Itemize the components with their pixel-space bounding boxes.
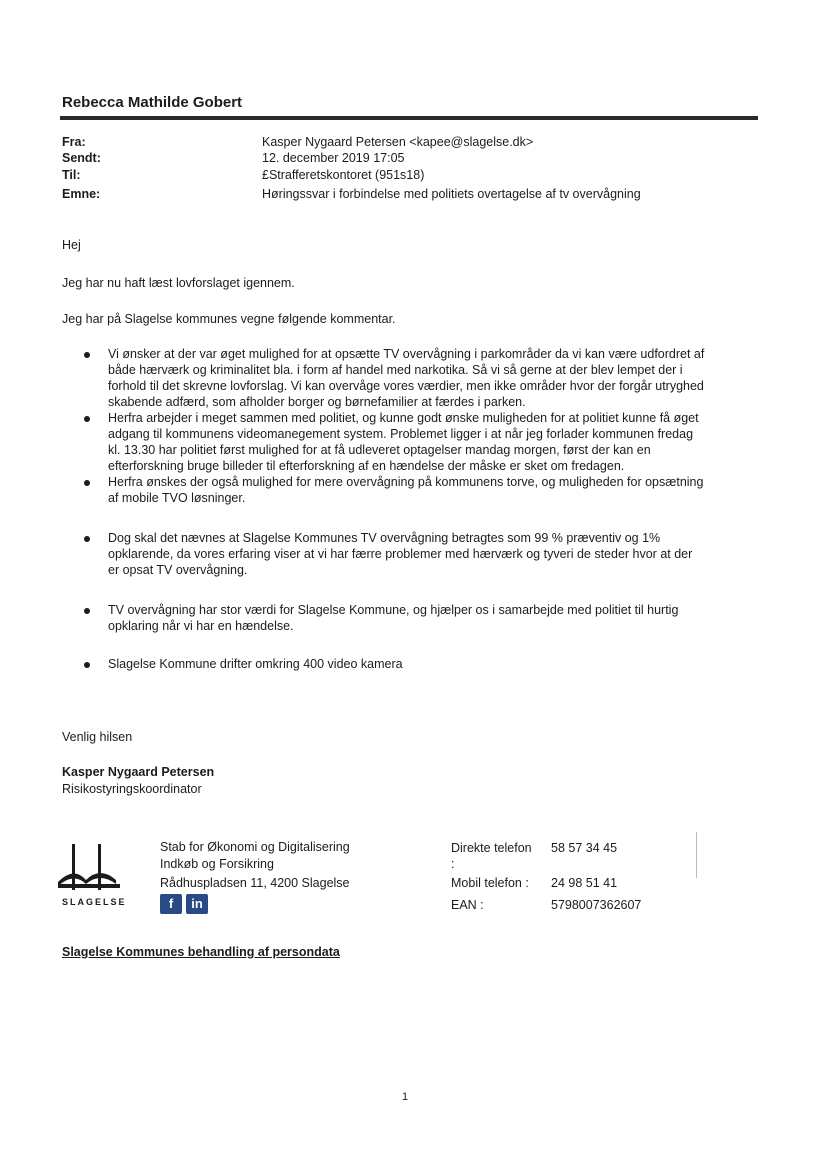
bullet-icon: [84, 416, 90, 422]
intro-line-2: Jeg har på Slagelse kommunes vegne følgende kommentar.: [62, 312, 396, 326]
mobile-phone-value: 24 98 51 41: [551, 876, 618, 890]
subject-label: Emne:: [62, 187, 101, 201]
list-item: Dog skal det nævnes at Slagelse Kommunes TV overvågning betragtes som 99 % præventiv og 1% opklarende, da vores erfaring viser at vi har færre problemer med hærværk og tyveri de steder hvor at der er opsat TV overvågning.: [60, 530, 760, 578]
list-item: Herfra ønskes der også mulighed for mere overvågning på kommunens torve, og muligheden for opsætning af mobile TVO løsninger.: [60, 474, 760, 506]
direct-phone-label: Direkte telefon: [451, 841, 532, 855]
from-value: Kasper Nygaard Petersen <kapee@slagelse.dk>: [262, 135, 534, 149]
bullet-icon: [84, 662, 90, 668]
bullet-icon: [84, 536, 90, 542]
sent-value: 12. december 2019 17:05: [262, 151, 405, 165]
mobile-phone-label: Mobil telefon :: [451, 876, 529, 890]
mailbox-owner-name: Rebecca Mathilde Gobert: [62, 94, 243, 111]
linkedin-icon[interactable]: in: [186, 894, 208, 914]
bullet-icon: [84, 608, 90, 614]
divider: [696, 832, 697, 878]
signature-title: Risikostyringskoordinator: [62, 782, 202, 796]
page-number: 1: [402, 1091, 409, 1103]
list-item: TV overvågning har stor værdi for Slagelse Kommune, og hjælper os i samarbejde med politiet til hurtig opklaring når vi har en hændelse.: [60, 602, 760, 634]
org-line-3: Rådhuspladsen 11, 4200 Slagelse: [160, 876, 350, 890]
direct-phone-value: 58 57 34 45: [551, 841, 618, 855]
to-label: Til:: [62, 168, 81, 182]
gdpr-link[interactable]: Slagelse Kommunes behandling af persondata: [62, 945, 340, 959]
org-line-1: Stab for Økonomi og Digitalisering: [160, 840, 350, 854]
sent-label: Sendt:: [62, 151, 101, 165]
closing: Venlig hilsen: [62, 730, 133, 744]
list-item: Slagelse Kommune drifter omkring 400 video kamera: [60, 656, 760, 672]
list-item: Herfra arbejder i meget sammen med politiet, og kunne godt ønske muligheden for at politiet kunne få øget adgang til kommunens videomanegement system. Problemet ligger i at når jeg forlader kommunen fredag kl. 13.30 har politiet først mulighed for at få udleveret optagelser mandag morgen, først der kan en efterforskning bruge billeder til efterforskning af en hændelse der måske er sket om fredagen.: [60, 410, 760, 474]
org-line-2: Indkøb og Forsikring: [160, 857, 274, 871]
logo-wordmark: SLAGELSE: [62, 897, 127, 907]
signature-name: Kasper Nygaard Petersen: [62, 765, 215, 779]
bullet-icon: [84, 352, 90, 358]
direct-phone-colon: :: [451, 857, 455, 871]
social-links: [160, 894, 214, 916]
bullet-icon: [84, 480, 90, 486]
list-item: Vi ønsker at der var øget mulighed for at opsætte TV overvågning i parkområder da vi kan være udfordret af både hærværk og kriminalitet bla. i form af handel med narkotika. Så vi så gerne at der blev lempet der i forhold til det skrevne lovforslag. Vi kan overvåge vores værdier, men ikke områder hvor der forgår utryghed skabende adfærd, som afholder borger og børnefamilier at færdes i parken.: [60, 346, 760, 410]
greeting: Hej: [62, 238, 81, 252]
comment-list: [60, 346, 760, 672]
ean-value: 5798007362607: [551, 898, 642, 912]
intro-line-1: Jeg har nu haft læst lovforslaget igennem.: [62, 276, 295, 290]
subject-value: Høringssvar i forbindelse med politiets overtagelse af tv overvågning: [262, 187, 641, 201]
header-rule: [60, 116, 758, 120]
facebook-icon[interactable]: f: [160, 894, 182, 914]
to-value: £Strafferetskontoret (951s18): [262, 168, 425, 182]
from-label: Fra:: [62, 135, 86, 149]
ean-label: EAN :: [451, 898, 484, 912]
